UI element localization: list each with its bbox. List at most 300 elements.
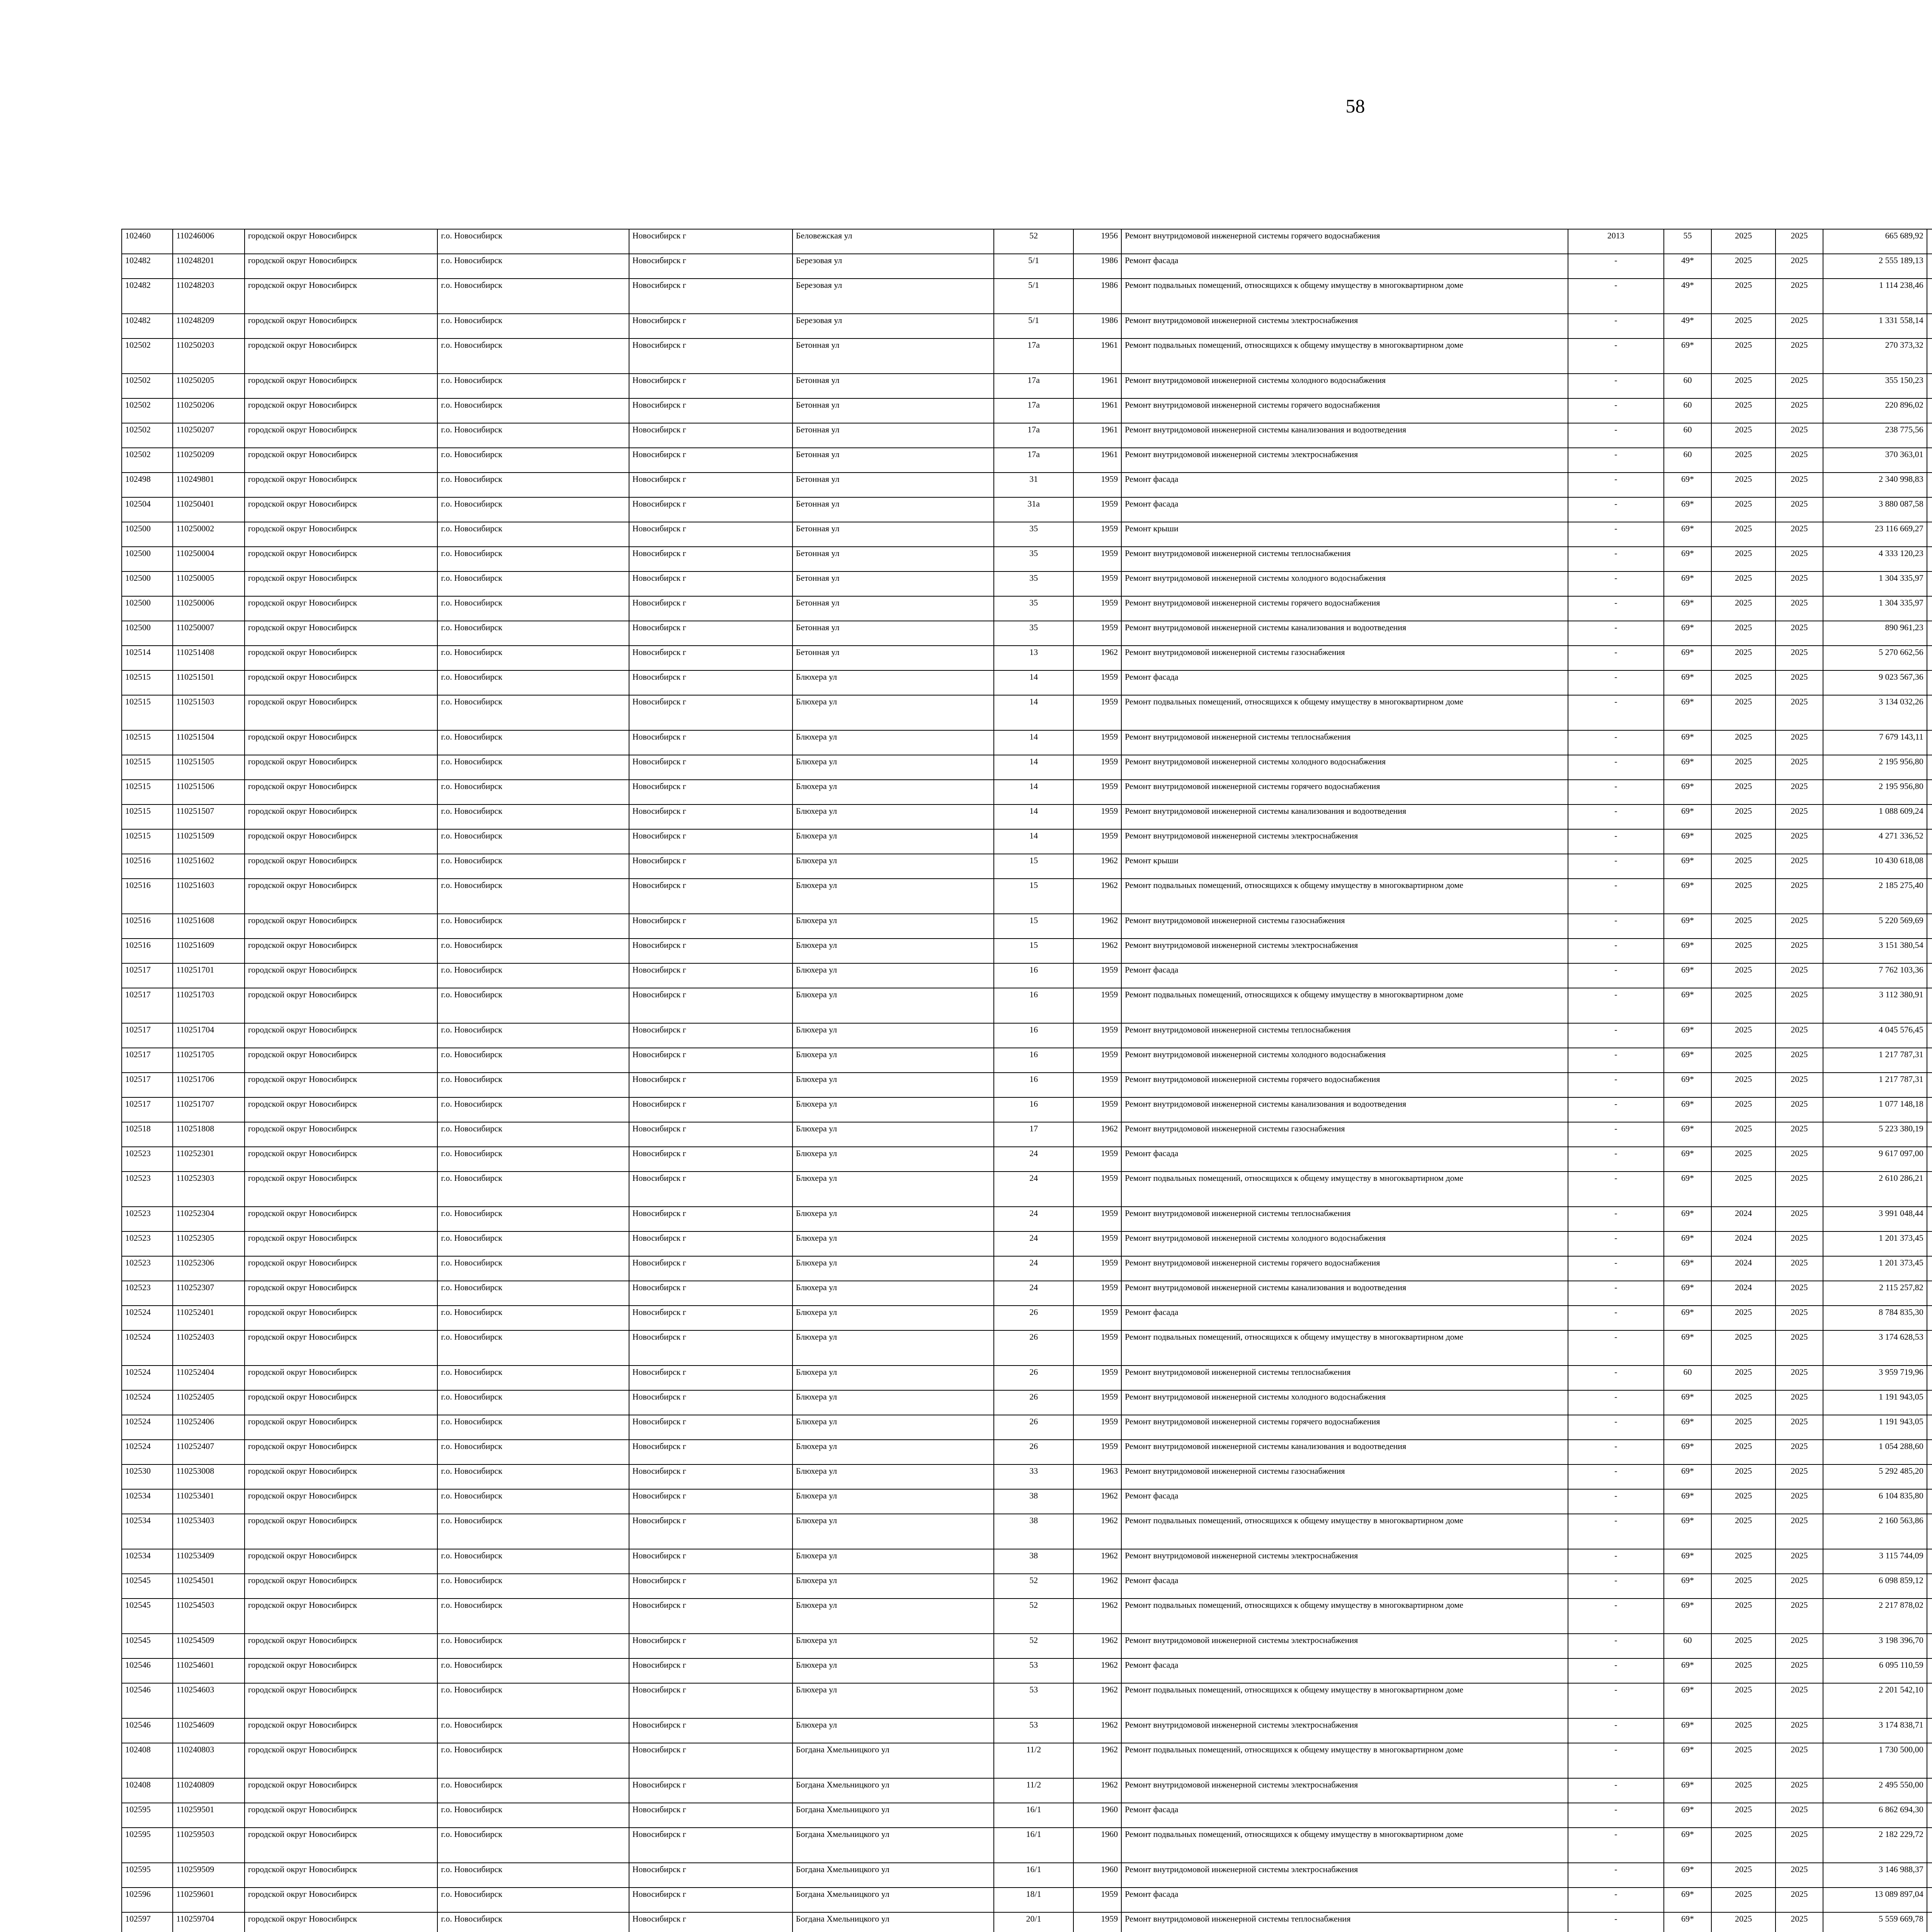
cell-street: Бетонная ул — [793, 448, 994, 473]
cell-build-year: 1962 — [1073, 1743, 1121, 1778]
cell-build-year: 1959 — [1073, 522, 1121, 547]
cell-total-cost: 355 150,23 — [1823, 374, 1927, 398]
cell-plan-year-start: 2025 — [1711, 1097, 1775, 1122]
cell-municipal-district: г.о. Новосибирск — [437, 939, 629, 963]
cell-street: Бетонная ул — [793, 423, 994, 448]
table-row — [122, 1514, 1932, 1549]
cell-last-repair-year: - — [1568, 596, 1664, 621]
cell-last-repair-year: - — [1568, 279, 1664, 314]
cell-municipal-district: г.о. Новосибирск — [437, 1803, 629, 1828]
cell-plan-year-start: 2025 — [1711, 1634, 1775, 1658]
cell-last-repair-year: - — [1568, 571, 1664, 596]
cell-municipality: городской округ Новосибирск — [245, 448, 437, 473]
cell-house-id: 102534 — [122, 1549, 173, 1574]
cell-plan-year-end: 2025 — [1776, 854, 1823, 879]
cell-house-id: 102518 — [122, 1122, 173, 1147]
cell-wear-percent: 69* — [1664, 1306, 1712, 1330]
cell-fund-cost — [1927, 646, 1932, 670]
cell-wear-percent: 69* — [1664, 670, 1712, 695]
cell-municipal-district: г.о. Новосибирск — [437, 522, 629, 547]
cell-street: Бетонная ул — [793, 398, 994, 423]
cell-municipality: городской округ Новосибирск — [245, 1073, 437, 1097]
cell-house-id: 102524 — [122, 1415, 173, 1440]
cell-plan-year-end: 2025 — [1776, 1281, 1823, 1306]
cell-wear-percent: 69* — [1664, 1231, 1712, 1256]
cell-locality: Новосибирск г — [629, 1464, 793, 1489]
cell-house-id: 102595 — [122, 1863, 173, 1888]
cell-work-id: 110248201 — [173, 254, 245, 279]
cell-fund-cost — [1927, 522, 1932, 547]
cell-municipality: городской округ Новосибирск — [245, 670, 437, 695]
cell-plan-year-end: 2025 — [1776, 1912, 1823, 1932]
cell-work-id: 110248203 — [173, 279, 245, 314]
cell-wear-percent: 69* — [1664, 1888, 1712, 1912]
cell-fund-cost — [1927, 1073, 1932, 1097]
cell-municipality: городской округ Новосибирск — [245, 473, 437, 497]
cell-house-id: 102516 — [122, 854, 173, 879]
cell-plan-year-start: 2025 — [1711, 1912, 1775, 1932]
cell-wear-percent: 69* — [1664, 571, 1712, 596]
cell-municipality: городской округ Новосибирск — [245, 1330, 437, 1366]
cell-locality: Новосибирск г — [629, 1256, 793, 1281]
cell-locality: Новосибирск г — [629, 1828, 793, 1863]
cell-municipal-district: г.о. Новосибирск — [437, 1390, 629, 1415]
cell-fund-cost — [1927, 1231, 1932, 1256]
cell-municipality: городской округ Новосибирск — [245, 780, 437, 804]
cell-locality: Новосибирск г — [629, 646, 793, 670]
cell-street: Блюхера ул — [793, 695, 994, 730]
cell-house-number: 35 — [994, 571, 1073, 596]
cell-plan-year-start: 2025 — [1711, 879, 1775, 914]
cell-work-type: Ремонт внутридомовой инженерной системы холодного водоснабжения — [1121, 374, 1568, 398]
cell-house-id: 102516 — [122, 914, 173, 939]
cell-fund-cost — [1927, 1172, 1932, 1207]
cell-municipality: городской округ Новосибирск — [245, 1415, 437, 1440]
cell-total-cost: 1 217 787,31 — [1823, 1073, 1927, 1097]
cell-locality: Новосибирск г — [629, 314, 793, 338]
cell-last-repair-year: - — [1568, 730, 1664, 755]
cell-last-repair-year: - — [1568, 1306, 1664, 1330]
cell-last-repair-year: - — [1568, 1718, 1664, 1743]
table-row — [122, 571, 1932, 596]
cell-total-cost: 23 116 669,27 — [1823, 522, 1927, 547]
cell-municipality: городской округ Новосибирск — [245, 1281, 437, 1306]
cell-wear-percent: 69* — [1664, 988, 1712, 1023]
cell-plan-year-start: 2025 — [1711, 497, 1775, 522]
cell-house-number: 15 — [994, 914, 1073, 939]
cell-fund-cost — [1927, 730, 1932, 755]
cell-municipal-district: г.о. Новосибирск — [437, 279, 629, 314]
cell-last-repair-year: - — [1568, 1048, 1664, 1073]
cell-locality: Новосибирск г — [629, 963, 793, 988]
cell-house-id: 102546 — [122, 1658, 173, 1683]
cell-locality: Новосибирск г — [629, 1888, 793, 1912]
cell-locality: Новосибирск г — [629, 1514, 793, 1549]
cell-plan-year-end: 2025 — [1776, 780, 1823, 804]
cell-build-year: 1959 — [1073, 730, 1121, 755]
cell-locality: Новосибирск г — [629, 1366, 793, 1390]
cell-locality: Новосибирск г — [629, 695, 793, 730]
cell-plan-year-end: 2025 — [1776, 1828, 1823, 1863]
cell-last-repair-year: - — [1568, 473, 1664, 497]
cell-house-number: 31 — [994, 473, 1073, 497]
cell-plan-year-start: 2025 — [1711, 473, 1775, 497]
cell-fund-cost — [1927, 1549, 1932, 1574]
cell-municipal-district: г.о. Новосибирск — [437, 254, 629, 279]
cell-work-type: Ремонт подвальных помещений, относящихся к общему имуществу в многоквартирном доме — [1121, 1514, 1568, 1549]
cell-build-year: 1959 — [1073, 963, 1121, 988]
cell-work-id: 110254603 — [173, 1683, 245, 1718]
cell-last-repair-year: - — [1568, 1863, 1664, 1888]
cell-total-cost: 1 304 335,97 — [1823, 596, 1927, 621]
cell-wear-percent: 69* — [1664, 646, 1712, 670]
cell-wear-percent: 60 — [1664, 423, 1712, 448]
cell-work-type: Ремонт внутридомовой инженерной системы канализования и водоотведения — [1121, 1281, 1568, 1306]
cell-municipality: городской округ Новосибирск — [245, 646, 437, 670]
cell-plan-year-end: 2025 — [1776, 423, 1823, 448]
cell-last-repair-year: - — [1568, 398, 1664, 423]
cell-wear-percent: 69* — [1664, 939, 1712, 963]
table-row — [122, 596, 1932, 621]
cell-plan-year-end: 2025 — [1776, 1658, 1823, 1683]
cell-work-type: Ремонт фасада — [1121, 670, 1568, 695]
table-row — [122, 1097, 1932, 1122]
cell-house-number: 35 — [994, 547, 1073, 571]
cell-total-cost: 2 555 189,13 — [1823, 254, 1927, 279]
cell-fund-cost — [1927, 1048, 1932, 1073]
cell-municipality: городской округ Новосибирск — [245, 254, 437, 279]
cell-fund-cost — [1927, 1863, 1932, 1888]
cell-house-id: 102498 — [122, 473, 173, 497]
cell-municipal-district: г.о. Новосибирск — [437, 1574, 629, 1599]
cell-plan-year-end: 2025 — [1776, 448, 1823, 473]
cell-last-repair-year: - — [1568, 914, 1664, 939]
cell-build-year: 1960 — [1073, 1803, 1121, 1828]
cell-work-type: Ремонт фасада — [1121, 1489, 1568, 1514]
cell-wear-percent: 69* — [1664, 1912, 1712, 1932]
cell-municipal-district: г.о. Новосибирск — [437, 571, 629, 596]
cell-work-id: 110251609 — [173, 939, 245, 963]
capital-repair-register-table — [121, 229, 1932, 1932]
table-row — [122, 1549, 1932, 1574]
cell-wear-percent: 69* — [1664, 1440, 1712, 1464]
cell-build-year: 1959 — [1073, 1912, 1121, 1932]
cell-plan-year-end: 2025 — [1776, 473, 1823, 497]
cell-locality: Новосибирск г — [629, 829, 793, 854]
cell-municipality: городской округ Новосибирск — [245, 621, 437, 646]
cell-municipality: городской округ Новосибирск — [245, 229, 437, 254]
cell-municipal-district: г.о. Новосибирск — [437, 1048, 629, 1073]
cell-wear-percent: 69* — [1664, 1048, 1712, 1073]
cell-wear-percent: 69* — [1664, 1599, 1712, 1634]
cell-house-number: 52 — [994, 1634, 1073, 1658]
cell-municipality: городской округ Новосибирск — [245, 571, 437, 596]
cell-total-cost: 5 559 669,78 — [1823, 1912, 1927, 1932]
table-row — [122, 1658, 1932, 1683]
cell-locality: Новосибирск г — [629, 1599, 793, 1634]
cell-build-year: 1962 — [1073, 879, 1121, 914]
cell-municipality: городской округ Новосибирск — [245, 804, 437, 829]
cell-house-number: 52 — [994, 229, 1073, 254]
cell-last-repair-year: - — [1568, 879, 1664, 914]
cell-work-type: Ремонт внутридомовой инженерной системы канализования и водоотведения — [1121, 423, 1568, 448]
table-row — [122, 670, 1932, 695]
cell-build-year: 1959 — [1073, 804, 1121, 829]
cell-wear-percent: 69* — [1664, 1415, 1712, 1440]
cell-fund-cost — [1927, 1464, 1932, 1489]
cell-fund-cost — [1927, 1306, 1932, 1330]
cell-municipality: городской округ Новосибирск — [245, 1743, 437, 1778]
cell-total-cost: 3 174 628,53 — [1823, 1330, 1927, 1366]
cell-plan-year-start: 2025 — [1711, 571, 1775, 596]
cell-municipal-district: г.о. Новосибирск — [437, 1306, 629, 1330]
cell-locality: Новосибирск г — [629, 571, 793, 596]
cell-municipality: городской округ Новосибирск — [245, 1514, 437, 1549]
cell-locality: Новосибирск г — [629, 780, 793, 804]
cell-street: Блюхера ул — [793, 1658, 994, 1683]
cell-house-number: 24 — [994, 1281, 1073, 1306]
cell-work-type: Ремонт подвальных помещений, относящихся к общему имуществу в многоквартирном доме — [1121, 1743, 1568, 1778]
cell-fund-cost — [1927, 854, 1932, 879]
cell-street: Блюхера ул — [793, 1073, 994, 1097]
cell-plan-year-start: 2025 — [1711, 1390, 1775, 1415]
cell-last-repair-year: - — [1568, 1743, 1664, 1778]
cell-work-type: Ремонт подвальных помещений, относящихся к общему имуществу в многоквартирном доме — [1121, 1599, 1568, 1634]
cell-total-cost: 3 991 048,44 — [1823, 1207, 1927, 1231]
cell-locality: Новосибирск г — [629, 473, 793, 497]
cell-municipal-district: г.о. Новосибирск — [437, 1415, 629, 1440]
cell-municipality: городской округ Новосибирск — [245, 522, 437, 547]
cell-municipal-district: г.о. Новосибирск — [437, 1330, 629, 1366]
cell-locality: Новосибирск г — [629, 448, 793, 473]
cell-plan-year-start: 2025 — [1711, 1828, 1775, 1863]
cell-wear-percent: 69* — [1664, 1718, 1712, 1743]
cell-last-repair-year: - — [1568, 963, 1664, 988]
cell-street: Березовая ул — [793, 254, 994, 279]
cell-plan-year-start: 2025 — [1711, 279, 1775, 314]
cell-house-number: 35 — [994, 621, 1073, 646]
cell-plan-year-end: 2025 — [1776, 1489, 1823, 1514]
cell-build-year: 1962 — [1073, 1122, 1121, 1147]
cell-municipal-district: г.о. Новосибирск — [437, 804, 629, 829]
cell-last-repair-year: - — [1568, 1634, 1664, 1658]
cell-work-id: 110248209 — [173, 314, 245, 338]
cell-plan-year-start: 2025 — [1711, 988, 1775, 1023]
cell-wear-percent: 69* — [1664, 1122, 1712, 1147]
cell-work-id: 110252404 — [173, 1366, 245, 1390]
cell-total-cost: 1 201 373,45 — [1823, 1231, 1927, 1256]
cell-wear-percent: 69* — [1664, 1464, 1712, 1489]
cell-house-id: 102534 — [122, 1514, 173, 1549]
cell-work-id: 110259503 — [173, 1828, 245, 1863]
cell-total-cost: 1 331 558,14 — [1823, 314, 1927, 338]
cell-build-year: 1962 — [1073, 1514, 1121, 1549]
cell-locality: Новосибирск г — [629, 879, 793, 914]
cell-total-cost: 3 115 744,09 — [1823, 1549, 1927, 1574]
cell-plan-year-start: 2024 — [1711, 1281, 1775, 1306]
cell-plan-year-start: 2025 — [1711, 1718, 1775, 1743]
cell-plan-year-start: 2025 — [1711, 1464, 1775, 1489]
cell-municipality: городской округ Новосибирск — [245, 1207, 437, 1231]
cell-house-number: 26 — [994, 1366, 1073, 1390]
cell-build-year: 1959 — [1073, 1207, 1121, 1231]
cell-fund-cost — [1927, 374, 1932, 398]
cell-municipal-district: г.о. Новосибирск — [437, 1514, 629, 1549]
cell-total-cost: 890 961,23 — [1823, 621, 1927, 646]
table-row — [122, 1172, 1932, 1207]
cell-house-number: 14 — [994, 804, 1073, 829]
cell-work-type: Ремонт внутридомовой инженерной системы электроснабжения — [1121, 829, 1568, 854]
cell-street: Березовая ул — [793, 279, 994, 314]
cell-house-id: 102530 — [122, 1464, 173, 1489]
cell-municipal-district: г.о. Новосибирск — [437, 1023, 629, 1048]
table-row — [122, 804, 1932, 829]
cell-wear-percent: 69* — [1664, 914, 1712, 939]
cell-municipality: городской округ Новосибирск — [245, 829, 437, 854]
cell-fund-cost — [1927, 314, 1932, 338]
cell-last-repair-year: - — [1568, 1281, 1664, 1306]
cell-municipality: городской округ Новосибирск — [245, 1489, 437, 1514]
cell-house-number: 26 — [994, 1390, 1073, 1415]
cell-locality: Новосибирск г — [629, 254, 793, 279]
cell-fund-cost — [1927, 473, 1932, 497]
cell-house-id: 102482 — [122, 314, 173, 338]
cell-municipality: городской округ Новосибирск — [245, 547, 437, 571]
cell-last-repair-year: - — [1568, 829, 1664, 854]
cell-plan-year-start: 2025 — [1711, 1514, 1775, 1549]
cell-street: Блюхера ул — [793, 755, 994, 780]
cell-municipality: городской округ Новосибирск — [245, 1718, 437, 1743]
cell-plan-year-start: 2025 — [1711, 1306, 1775, 1330]
cell-locality: Новосибирск г — [629, 988, 793, 1023]
cell-plan-year-start: 2025 — [1711, 1023, 1775, 1048]
cell-house-id: 102546 — [122, 1718, 173, 1743]
cell-fund-cost — [1927, 1023, 1932, 1048]
cell-locality: Новосибирск г — [629, 522, 793, 547]
cell-work-id: 110252305 — [173, 1231, 245, 1256]
cell-work-id: 110251501 — [173, 670, 245, 695]
cell-last-repair-year: - — [1568, 1888, 1664, 1912]
cell-street: Бетонная ул — [793, 547, 994, 571]
cell-plan-year-start: 2024 — [1711, 1231, 1775, 1256]
cell-wear-percent: 69* — [1664, 1207, 1712, 1231]
cell-last-repair-year: - — [1568, 1464, 1664, 1489]
cell-wear-percent: 69* — [1664, 1863, 1712, 1888]
table-row — [122, 854, 1932, 879]
cell-municipality: городской округ Новосибирск — [245, 1658, 437, 1683]
cell-locality: Новосибирск г — [629, 1803, 793, 1828]
cell-work-type: Ремонт внутридомовой инженерной системы электроснабжения — [1121, 1718, 1568, 1743]
cell-street: Бетонная ул — [793, 571, 994, 596]
cell-municipality: городской округ Новосибирск — [245, 596, 437, 621]
cell-build-year: 1959 — [1073, 1415, 1121, 1440]
cell-street: Богдана Хмельницкого ул — [793, 1803, 994, 1828]
cell-municipal-district: г.о. Новосибирск — [437, 963, 629, 988]
cell-municipal-district: г.о. Новосибирск — [437, 646, 629, 670]
cell-total-cost: 6 098 859,12 — [1823, 1574, 1927, 1599]
cell-last-repair-year: - — [1568, 1207, 1664, 1231]
cell-fund-cost — [1927, 879, 1932, 914]
cell-fund-cost — [1927, 1330, 1932, 1366]
cell-fund-cost — [1927, 1743, 1932, 1778]
cell-plan-year-end: 2025 — [1776, 1718, 1823, 1743]
cell-municipality: городской округ Новосибирск — [245, 1440, 437, 1464]
cell-locality: Новосибирск г — [629, 1330, 793, 1366]
cell-municipality: городской округ Новосибирск — [245, 1828, 437, 1863]
cell-plan-year-end: 2025 — [1776, 988, 1823, 1023]
table-row — [122, 1281, 1932, 1306]
cell-house-id: 102500 — [122, 547, 173, 571]
cell-last-repair-year: - — [1568, 1828, 1664, 1863]
cell-house-id: 102515 — [122, 804, 173, 829]
cell-house-number: 38 — [994, 1549, 1073, 1574]
cell-municipality: городской округ Новосибирск — [245, 1549, 437, 1574]
table-row — [122, 646, 1932, 670]
cell-plan-year-start: 2025 — [1711, 670, 1775, 695]
cell-work-id: 110250007 — [173, 621, 245, 646]
cell-plan-year-start: 2025 — [1711, 854, 1775, 879]
cell-last-repair-year: - — [1568, 423, 1664, 448]
cell-total-cost: 2 495 550,00 — [1823, 1778, 1927, 1803]
cell-wear-percent: 69* — [1664, 1549, 1712, 1574]
cell-street: Блюхера ул — [793, 879, 994, 914]
cell-build-year: 1986 — [1073, 314, 1121, 338]
cell-municipality: городской округ Новосибирск — [245, 1863, 437, 1888]
cell-fund-cost — [1927, 1122, 1932, 1147]
cell-fund-cost — [1927, 1489, 1932, 1514]
cell-municipality: городской округ Новосибирск — [245, 1390, 437, 1415]
cell-municipal-district: г.о. Новосибирск — [437, 1172, 629, 1207]
cell-wear-percent: 60 — [1664, 1634, 1712, 1658]
cell-plan-year-end: 2025 — [1776, 1683, 1823, 1718]
cell-plan-year-start: 2025 — [1711, 780, 1775, 804]
cell-fund-cost — [1927, 1658, 1932, 1683]
cell-municipal-district: г.о. Новосибирск — [437, 1366, 629, 1390]
cell-last-repair-year: - — [1568, 497, 1664, 522]
table-row — [122, 1306, 1932, 1330]
cell-total-cost: 3 174 838,71 — [1823, 1718, 1927, 1743]
cell-total-cost: 370 363,01 — [1823, 448, 1927, 473]
cell-wear-percent: 69* — [1664, 1172, 1712, 1207]
cell-wear-percent: 69* — [1664, 755, 1712, 780]
cell-street: Богдана Хмельницкого ул — [793, 1778, 994, 1803]
cell-total-cost: 4 333 120,23 — [1823, 547, 1927, 571]
cell-locality: Новосибирск г — [629, 1097, 793, 1122]
cell-plan-year-end: 2025 — [1776, 1306, 1823, 1330]
cell-house-number: 26 — [994, 1440, 1073, 1464]
cell-house-id: 102517 — [122, 988, 173, 1023]
cell-work-type: Ремонт внутридомовой инженерной системы холодного водоснабжения — [1121, 571, 1568, 596]
cell-house-number: 16 — [994, 988, 1073, 1023]
cell-total-cost: 10 430 618,08 — [1823, 854, 1927, 879]
cell-total-cost: 8 784 835,30 — [1823, 1306, 1927, 1330]
cell-house-number: 53 — [994, 1658, 1073, 1683]
cell-municipality: городской округ Новосибирск — [245, 1172, 437, 1207]
cell-plan-year-end: 2025 — [1776, 879, 1823, 914]
cell-total-cost: 7 679 143,11 — [1823, 730, 1927, 755]
cell-street: Блюхера ул — [793, 1147, 994, 1172]
cell-last-repair-year: - — [1568, 670, 1664, 695]
cell-work-type: Ремонт внутридомовой инженерной системы теплоснабжения — [1121, 1023, 1568, 1048]
cell-plan-year-end: 2025 — [1776, 695, 1823, 730]
cell-work-id: 110251408 — [173, 646, 245, 670]
cell-plan-year-end: 2025 — [1776, 1863, 1823, 1888]
cell-municipal-district: г.о. Новосибирск — [437, 338, 629, 374]
cell-work-id: 110252304 — [173, 1207, 245, 1231]
cell-work-type: Ремонт крыши — [1121, 522, 1568, 547]
cell-work-type: Ремонт фасада — [1121, 963, 1568, 988]
cell-house-number: 15 — [994, 939, 1073, 963]
